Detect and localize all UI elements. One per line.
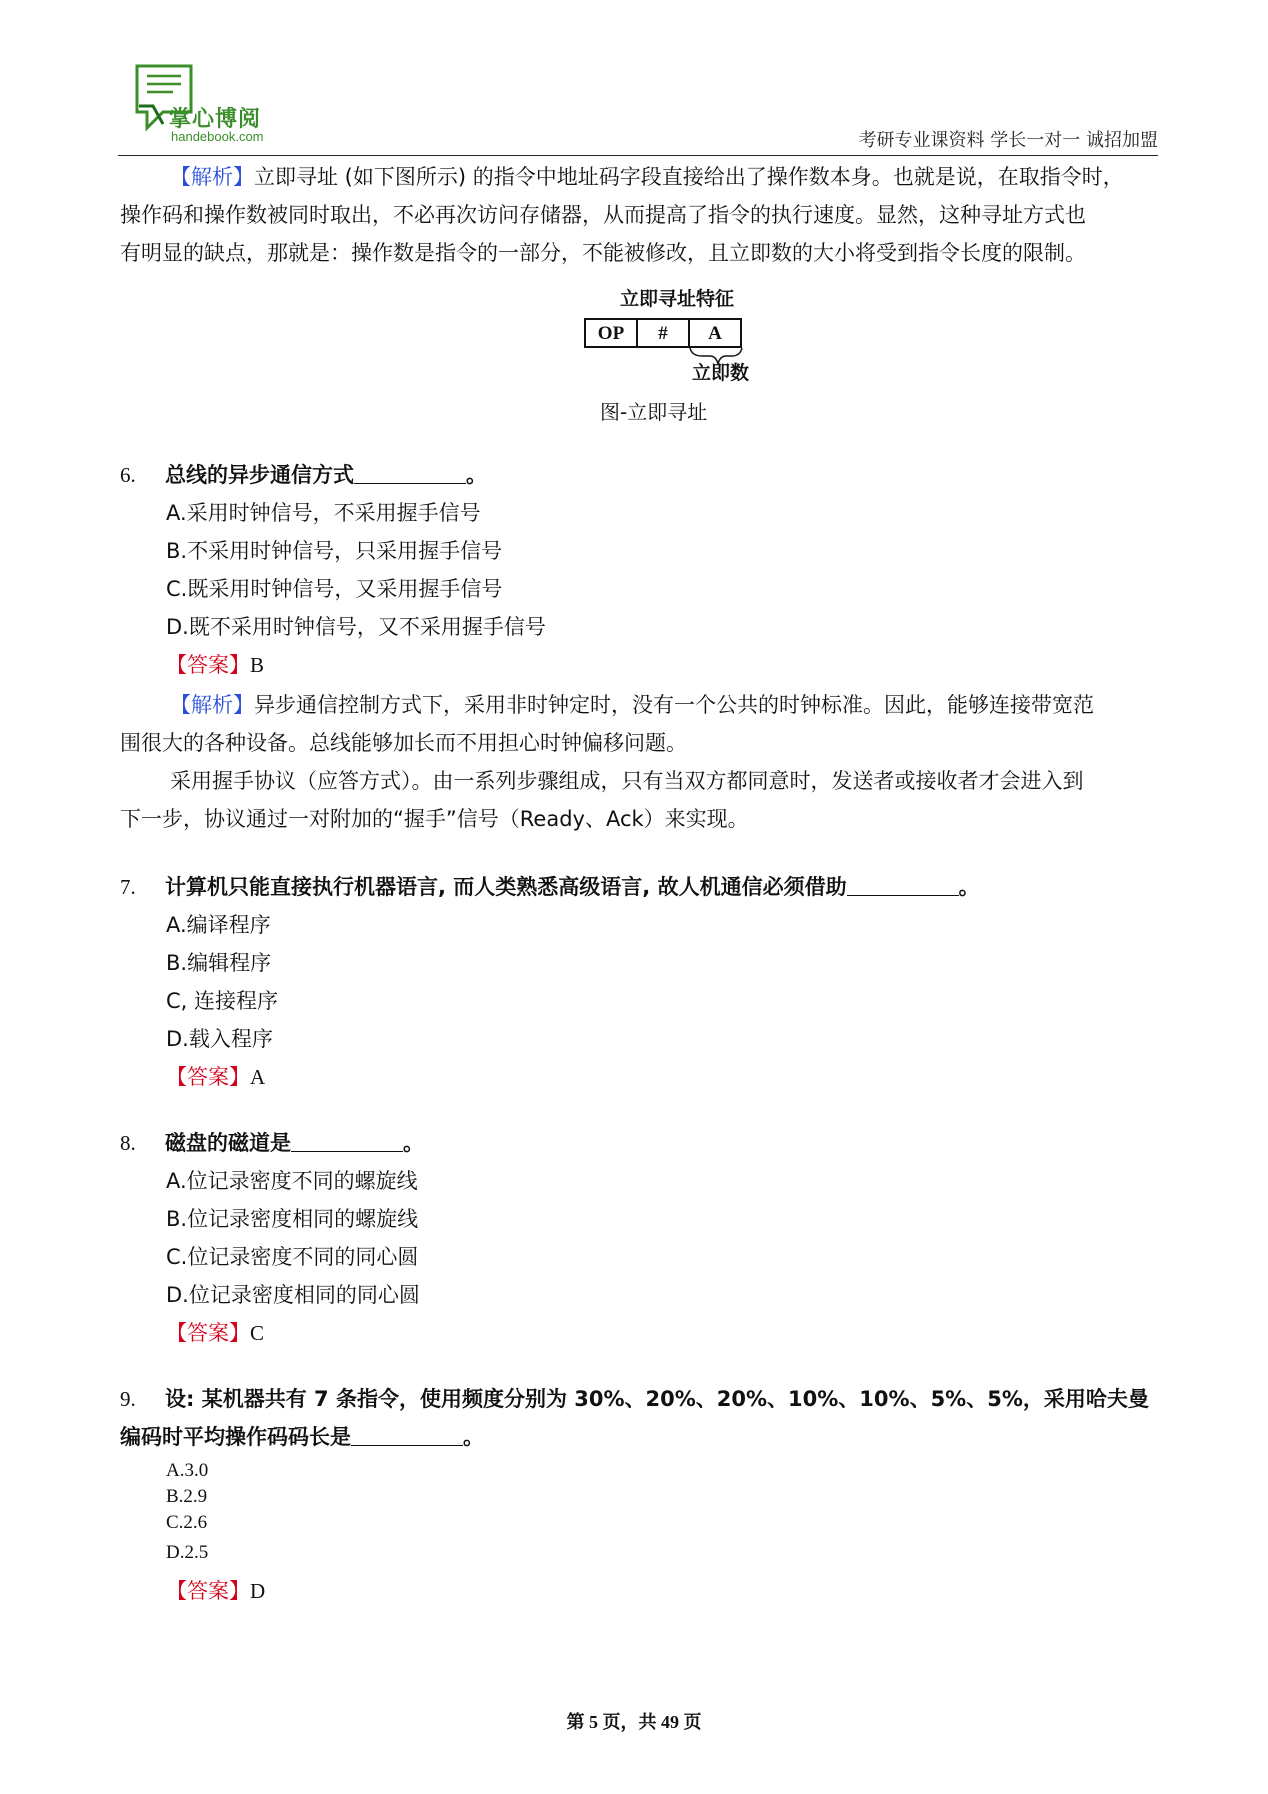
option-b: B.不采用时钟信号，只采用握手信号 — [166, 539, 503, 563]
question-number: 7. — [120, 875, 136, 899]
answer-value: B — [250, 653, 265, 677]
analysis-6-line-3: 采用握手协议（应答方式）。由一系列步骤组成，只有当双方都同意时，发送者或接收者才会进入到 — [170, 769, 1084, 793]
header-divider — [118, 155, 1158, 156]
question-text: 总线的异步通信方式 — [165, 463, 354, 487]
question-9-line-2 — [120, 1418, 1160, 1456]
question-end: 。 — [466, 463, 487, 487]
question-end: 。 — [958, 875, 980, 899]
question-8 — [120, 1124, 1160, 1162]
analysis-6-line-2: 围很大的各种设备。总线能够加长而不用担心时钟偏移问题。 — [120, 731, 687, 755]
answer-value: C — [250, 1321, 265, 1345]
option-a: A.编译程序 — [166, 913, 271, 937]
intro-text: 立即寻址 (如下图所示) 的指令中地址码字段直接给出了操作数本身。也就是说，在取指令时， — [254, 165, 1124, 189]
analysis-tag: 【解析】 — [170, 693, 254, 717]
answer-7 — [166, 1062, 265, 1092]
option-d: D.2.5 — [166, 1542, 209, 1563]
answer-blank — [291, 1131, 403, 1152]
page-number: 第 5 页，共 49 页 — [566, 1712, 702, 1732]
intro-line-2: 操作码和操作数被同时取出，不必再次访问存储器，从而提高了指令的执行速度。显然，这种寻址方式也 — [120, 203, 1086, 227]
option-b: B.编辑程序 — [166, 951, 272, 975]
option-c: C, 连接程序 — [166, 989, 279, 1013]
answer-blank — [354, 463, 466, 484]
answer-value: D — [250, 1579, 266, 1603]
question-9-line-1 — [120, 1380, 1160, 1418]
answer-tag: 【答案】 — [166, 1065, 250, 1089]
analysis-6-line-4: 下一步，协议通过一对附加的“握手”信号（Ready、Ack）来实现。 — [120, 807, 749, 831]
question-number: 6. — [120, 463, 136, 487]
answer-blank — [351, 1425, 463, 1446]
question-text: 设: 某机器共有 7 条指令，使用频度分别为 30%、20%、20%、10%、10%、5%、5%，采用哈夫曼 — [165, 1387, 1149, 1411]
answer-6 — [166, 650, 264, 680]
question-text: 编码时平均操作码码长是 — [120, 1425, 351, 1449]
question-number: 8. — [120, 1131, 136, 1155]
question-6 — [120, 456, 1160, 494]
option-c: C.既采用时钟信号，又采用握手信号 — [166, 577, 503, 601]
option-d: D.既不采用时钟信号，又不采用握手信号 — [166, 615, 546, 639]
figure-title: 立即寻址特征 — [620, 288, 735, 310]
logo-site: handebook.com — [171, 129, 264, 144]
answer-tag: 【答案】 — [166, 1321, 250, 1345]
analysis-6-line-1 — [120, 686, 1160, 724]
answer-tag: 【答案】 — [166, 1579, 250, 1603]
answer-blank — [847, 875, 959, 896]
option-c: C.2.6 — [166, 1512, 208, 1533]
analysis-text: 异步通信控制方式下，采用非时钟定时，没有一个公共的时钟标准。因此，能够连接带宽范 — [254, 693, 1094, 717]
figure-label: 立即数 — [692, 362, 750, 384]
option-a: A.采用时钟信号，不采用握手信号 — [166, 501, 481, 525]
option-d: D.位记录密度相同的同心圆 — [166, 1283, 420, 1307]
question-number: 9. — [120, 1387, 136, 1411]
intro-line-3: 有明显的缺点，那就是：操作数是指令的一部分，不能被修改，且立即数的大小将受到指令长度的限制。 — [120, 241, 1086, 265]
option-b: B.2.9 — [166, 1486, 208, 1507]
answer-9 — [166, 1576, 265, 1606]
question-7 — [120, 868, 1160, 906]
field-hash: # — [636, 318, 690, 348]
option-a: A.3.0 — [166, 1460, 209, 1481]
answer-value: A — [250, 1065, 266, 1089]
logo — [133, 62, 283, 148]
question-end: 。 — [403, 1131, 424, 1155]
figure-caption: 图-立即寻址 — [600, 400, 708, 424]
answer-8 — [166, 1318, 264, 1348]
option-c: C.位记录密度不同的同心圆 — [166, 1245, 419, 1269]
answer-tag: 【答案】 — [166, 653, 250, 677]
option-a: A.位记录密度不同的螺旋线 — [166, 1169, 418, 1193]
analysis-tag: 【解析】 — [170, 165, 254, 189]
field-op: OP — [584, 318, 638, 348]
question-text: 计算机只能直接执行机器语言, 而人类熟悉高级语言, 故人机通信必须借助 — [165, 875, 847, 899]
question-end: 。 — [463, 1425, 484, 1449]
field-a: A — [688, 318, 742, 348]
option-b: B.位记录密度相同的螺旋线 — [166, 1207, 419, 1231]
logo-text: 掌心博阅 — [169, 107, 262, 132]
intro-line-1 — [120, 158, 1160, 196]
option-d: D.载入程序 — [166, 1027, 273, 1051]
question-text: 磁盘的磁道是 — [165, 1131, 291, 1155]
header-tagline: 考研专业课资料 学长一对一 诚招加盟 — [858, 130, 1158, 151]
